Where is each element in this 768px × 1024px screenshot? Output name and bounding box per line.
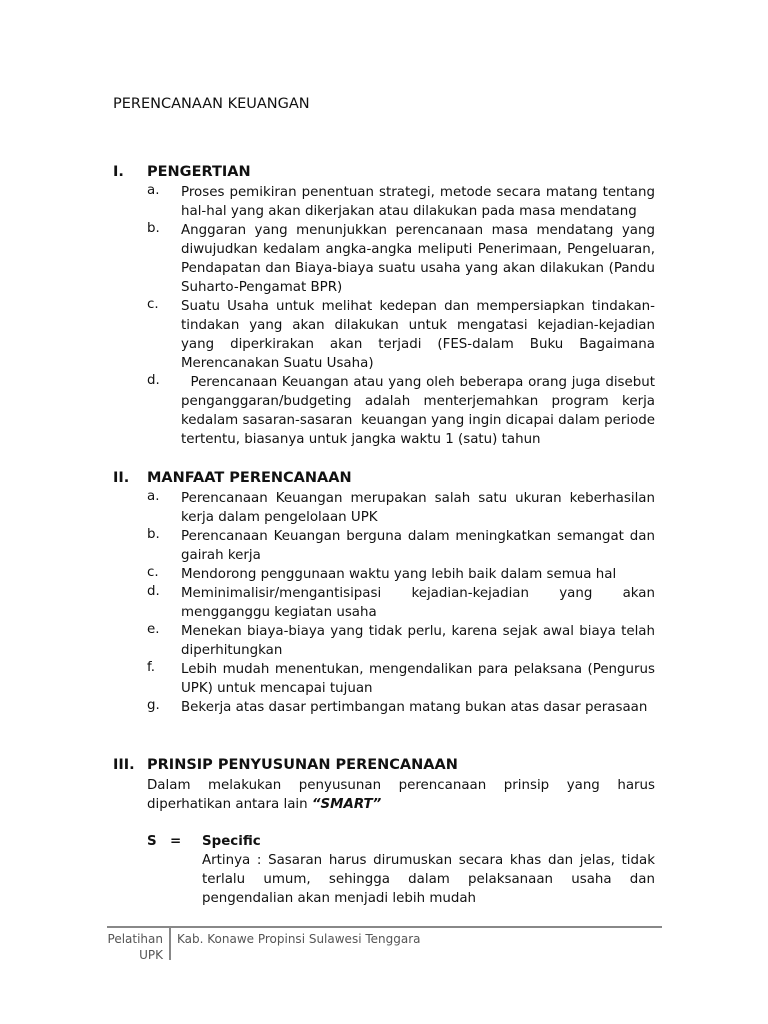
item-marker: a. bbox=[147, 489, 160, 504]
item-text: Lebih mudah menentukan, mengendalikan para pelaksana (Pengurus UPK) untuk mencapai tujuan bbox=[181, 662, 655, 696]
list-item bbox=[113, 221, 655, 297]
footer-separator bbox=[169, 928, 171, 960]
item-text: Perencanaan Keuangan merupakan salah satu ukuran keberhasilan kerja dalam pengelolaan UPK bbox=[181, 491, 655, 525]
footer-left bbox=[107, 931, 163, 963]
intro-text: Dalam melakukan penyusunan perencanaan prinsip yang harus diperhatikan antara lain bbox=[147, 778, 655, 812]
section-prinsip bbox=[113, 754, 655, 908]
section-title: PENGERTIAN bbox=[147, 164, 251, 180]
list-item bbox=[113, 622, 655, 660]
section-number: I. bbox=[113, 164, 124, 180]
section-heading bbox=[113, 161, 655, 183]
list-item bbox=[113, 584, 655, 622]
item-marker: b. bbox=[147, 221, 160, 236]
section-heading bbox=[113, 467, 655, 489]
list-item bbox=[113, 297, 655, 373]
item-marker: d. bbox=[147, 584, 160, 599]
item-marker: e. bbox=[147, 622, 160, 637]
section-title: MANFAAT PERENCANAAN bbox=[147, 470, 352, 486]
list-item bbox=[113, 698, 655, 717]
smart-emphasis: “SMART” bbox=[311, 797, 382, 812]
item-text: Perencanaan Keuangan atau yang oleh beberapa orang juga disebut penganggaran/budgeting adalah menterjemahkan program kerja kedalam sasaran-sasaran keuangan yang ingin dicapai dalam periode tertentu, biasanya untuk jangka waktu 1 (satu) tahun bbox=[181, 375, 660, 447]
footer-location: Kab. Konawe Propinsi Sulawesi Tenggara bbox=[177, 932, 421, 946]
footer-left-line1: Pelatihan bbox=[107, 932, 163, 946]
item-marker: f. bbox=[147, 660, 155, 675]
section-intro bbox=[147, 776, 655, 814]
smart-name: Specific bbox=[202, 834, 261, 849]
item-marker: g. bbox=[147, 698, 160, 713]
section-title: PRINSIP PENYUSUNAN PERENCANAAN bbox=[147, 757, 458, 773]
smart-item-specific bbox=[113, 832, 655, 908]
item-marker: c. bbox=[147, 565, 159, 580]
smart-description: Artinya : Sasaran harus dirumuskan secara khas dan jelas, tidak terlalu umum, sehingga dalam pelaksanaan usaha dan pengendalian akan menjadi lebih mudah bbox=[202, 853, 655, 906]
smart-equals: = bbox=[170, 834, 182, 849]
item-text: Menekan biaya-biaya yang tidak perlu, karena sejak awal biaya telah diperhitungkan bbox=[181, 624, 655, 658]
section-heading bbox=[113, 754, 655, 776]
smart-letter: S bbox=[147, 834, 157, 849]
item-marker: d. bbox=[147, 373, 160, 388]
list-item bbox=[113, 565, 655, 584]
section-manfaat bbox=[113, 467, 655, 717]
item-text: Mendorong penggunaan waktu yang lebih baik dalam semua hal bbox=[181, 567, 617, 582]
list-item bbox=[113, 489, 655, 527]
item-marker: c. bbox=[147, 297, 159, 312]
item-text: Perencanaan Keuangan berguna dalam meningkatkan semangat dan gairah kerja bbox=[181, 529, 655, 563]
list-item bbox=[113, 527, 655, 565]
list-item bbox=[113, 660, 655, 698]
list-item bbox=[113, 183, 655, 221]
item-text: Anggaran yang menunjukkan perencanaan masa mendatang yang diwujudkan kedalam angka-angka meliputi Penerimaan, Pengeluaran, Pendapatan dan Biaya-biaya suatu usaha yang akan dilakukan (Pandu Suharto-Pengamat BPR) bbox=[181, 223, 655, 295]
section-number: II. bbox=[113, 470, 130, 486]
item-marker: b. bbox=[147, 527, 160, 542]
footer-divider bbox=[107, 926, 662, 928]
item-text: Suatu Usaha untuk melihat kedepan dan mempersiapkan tindakan-tindakan yang akan dilakukan untuk mengatasi kejadian-kejadian yang diperkirakan akan terjadi (FES-dalam Buku Bagaimana Merencanakan Suatu Usaha) bbox=[181, 299, 655, 371]
item-marker: a. bbox=[147, 183, 160, 198]
item-text: Proses pemikiran penentuan strategi, metode secara matang tentang hal-hal yang akan dikerjakan atau dilakukan pada masa mendatang bbox=[181, 185, 655, 219]
footer-left-line2: UPK bbox=[139, 948, 163, 962]
item-text: Meminimalisir/mengantisipasi kejadian-kejadian yang akan mengganggu kegiatan usaha bbox=[181, 586, 655, 620]
item-text: Bekerja atas dasar pertimbangan matang bukan atas dasar perasaan bbox=[181, 700, 648, 715]
section-number: III. bbox=[113, 757, 135, 773]
section-pengertian bbox=[113, 161, 660, 449]
document-title: PERENCANAAN KEUANGAN bbox=[113, 96, 310, 112]
list-item bbox=[113, 373, 660, 449]
